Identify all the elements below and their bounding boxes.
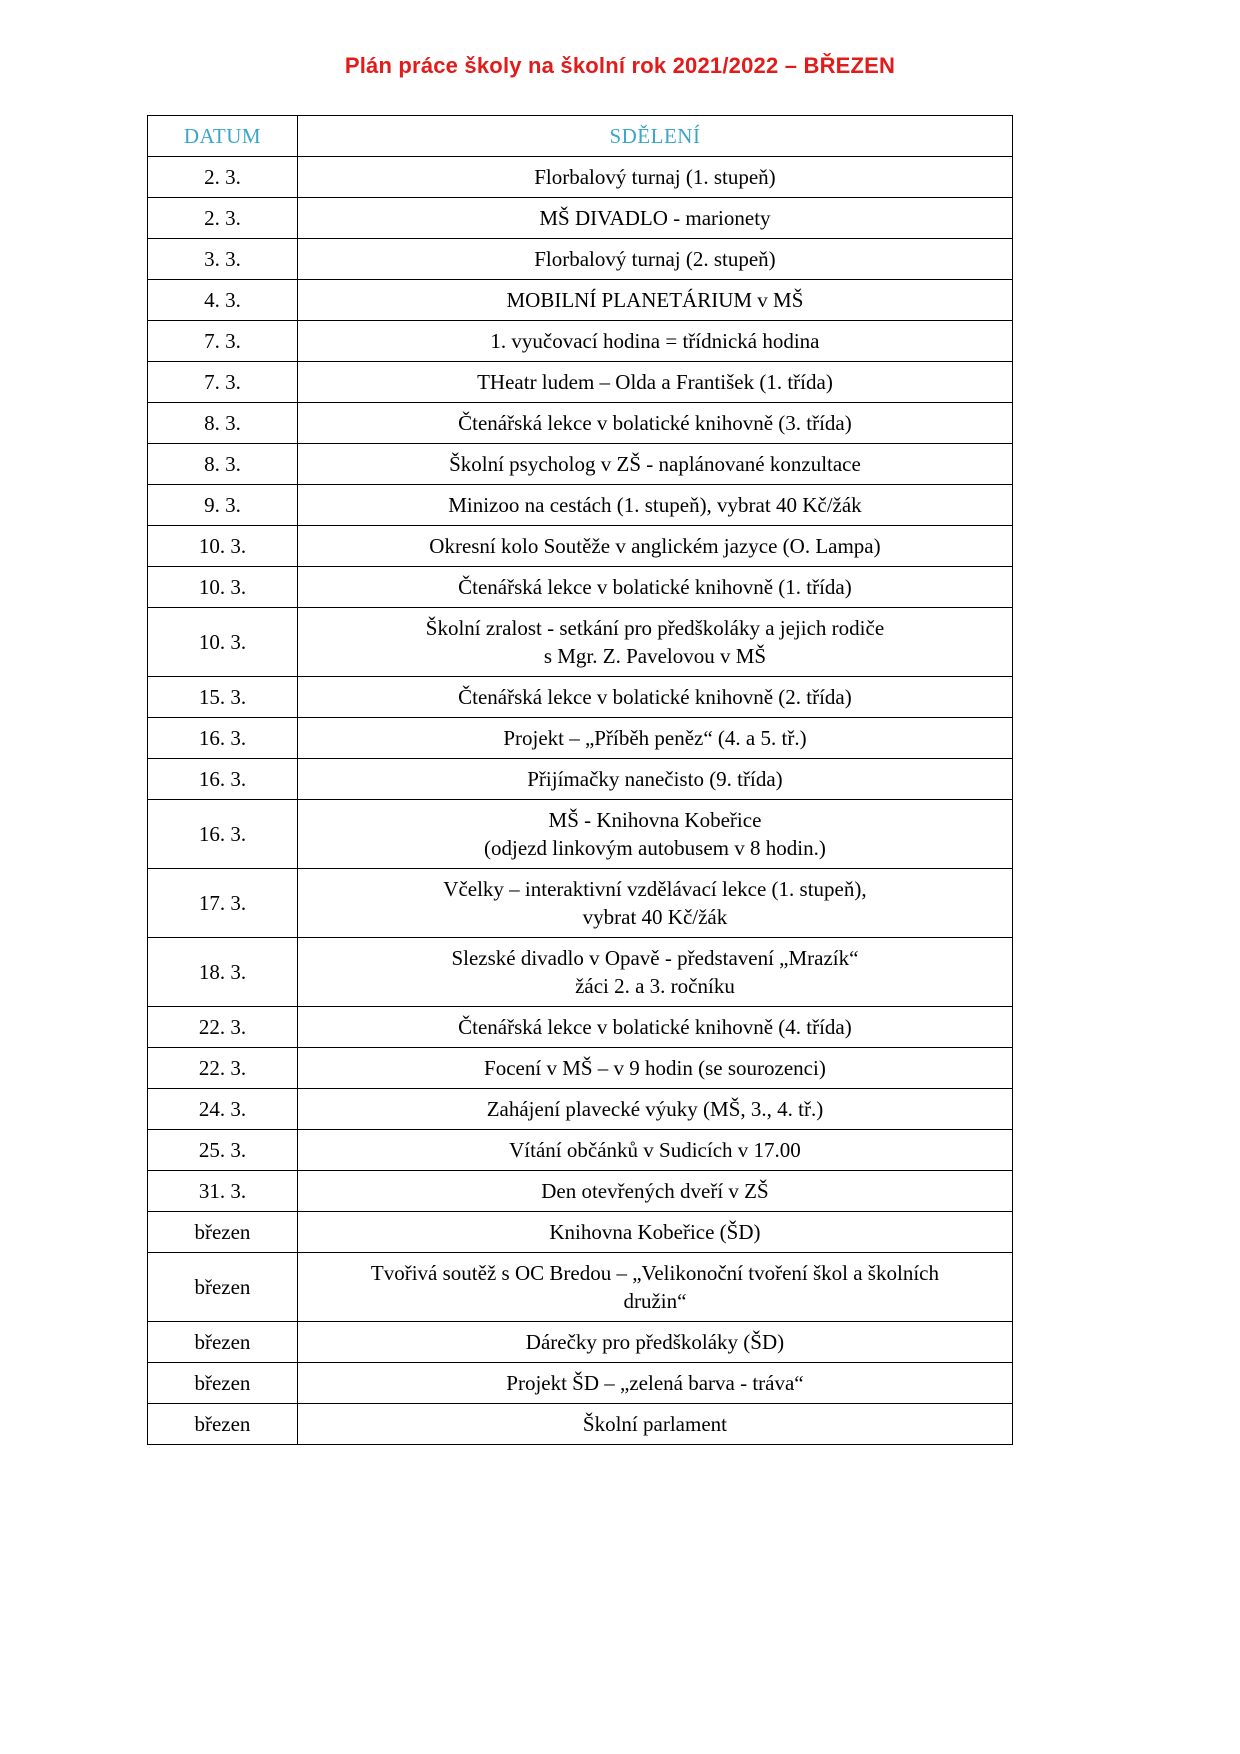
row-message (297, 321, 1012, 362)
schedule-body (148, 157, 1013, 1445)
row-message (297, 718, 1012, 759)
row-date: 3. 3. (148, 239, 298, 280)
row-message-line: družin“ (623, 1289, 687, 1313)
row-date: 22. 3. (148, 1048, 298, 1089)
row-message-line: Čtenářská lekce v bolatické knihovně (2. třída) (458, 685, 852, 709)
row-message (297, 800, 1012, 869)
table-row (148, 198, 1013, 239)
row-message-line: Čtenářská lekce v bolatické knihovně (3. třída) (458, 411, 852, 435)
table-row (148, 1171, 1013, 1212)
row-date: březen (148, 1253, 298, 1322)
row-message-line: Školní parlament (582, 1412, 727, 1436)
table-row (148, 800, 1013, 869)
row-date: 7. 3. (148, 321, 298, 362)
row-message-line: Okresní kolo Soutěže v anglickém jazyce (O. Lampa) (429, 534, 881, 558)
row-date: 24. 3. (148, 1089, 298, 1130)
column-header-date: DATUM (148, 116, 298, 157)
row-message (297, 403, 1012, 444)
row-date: 16. 3. (148, 718, 298, 759)
row-date: 17. 3. (148, 869, 298, 938)
row-date: 2. 3. (148, 157, 298, 198)
row-message-line: Knihovna Kobeřice (ŠD) (549, 1220, 761, 1244)
row-message-line: THeatr ludem – Olda a František (1. třída) (477, 370, 833, 394)
row-date: 9. 3. (148, 485, 298, 526)
row-date: 8. 3. (148, 403, 298, 444)
row-message-line: Florbalový turnaj (1. stupeň) (534, 165, 776, 189)
row-message-line: Slezské divadlo v Opavě - představení „Mrazík“ (451, 946, 859, 970)
row-date: 7. 3. (148, 362, 298, 403)
row-message-line: Projekt – „Příběh peněz“ (4. a 5. tř.) (503, 726, 807, 750)
row-message (297, 938, 1012, 1007)
table-row (148, 526, 1013, 567)
table-row (148, 677, 1013, 718)
table-row (148, 444, 1013, 485)
table-row (148, 157, 1013, 198)
table-header-row (148, 116, 1013, 157)
row-message-line: Projekt ŠD – „zelená barva - tráva“ (506, 1371, 804, 1395)
row-date: březen (148, 1404, 298, 1445)
row-message-line: Školní psycholog v ZŠ - naplánované konzultace (449, 452, 861, 476)
table-row (148, 239, 1013, 280)
table-row (148, 1130, 1013, 1171)
row-message (297, 677, 1012, 718)
row-message (297, 444, 1012, 485)
row-message-line: Školní zralost - setkání pro předškoláky a jejich rodiče (425, 616, 885, 640)
row-message-line: Tvořivá soutěž s OC Bredou – „Velikonoční tvoření škol a školních (370, 1261, 939, 1285)
row-message (297, 1363, 1012, 1404)
row-date: 25. 3. (148, 1130, 298, 1171)
table-row (148, 1048, 1013, 1089)
table-row (148, 321, 1013, 362)
row-message (297, 1253, 1012, 1322)
row-date: březen (148, 1212, 298, 1253)
table-row (148, 1089, 1013, 1130)
row-date: 10. 3. (148, 567, 298, 608)
row-message (297, 1404, 1012, 1445)
row-message (297, 1212, 1012, 1253)
row-message-line: žáci 2. a 3. ročníku (575, 974, 735, 998)
row-message-line: s Mgr. Z. Pavelovou v MŠ (543, 644, 767, 668)
row-date: 16. 3. (148, 759, 298, 800)
row-message (297, 1322, 1012, 1363)
table-row (148, 403, 1013, 444)
table-row (148, 1007, 1013, 1048)
row-message (297, 869, 1012, 938)
row-message (297, 608, 1012, 677)
row-message-line: vybrat 40 Kč/žák (582, 905, 728, 929)
row-message-line: Focení v MŠ – v 9 hodin (se sourozenci) (484, 1056, 826, 1080)
row-message-line: Čtenářská lekce v bolatické knihovně (1. třída) (458, 575, 852, 599)
row-message (297, 1171, 1012, 1212)
column-header-message: SDĚLENÍ (297, 116, 1012, 157)
row-message-line: Včelky – interaktivní vzdělávací lekce (1. stupeň), (443, 877, 867, 901)
row-date: 4. 3. (148, 280, 298, 321)
row-date: 18. 3. (148, 938, 298, 1007)
row-message (297, 485, 1012, 526)
row-message (297, 1130, 1012, 1171)
row-message-line: Přijímačky nanečisto (9. třída) (527, 767, 783, 791)
row-message (297, 526, 1012, 567)
row-message-line: Vítání občánků v Sudicích v 17.00 (509, 1138, 801, 1162)
table-row (148, 1253, 1013, 1322)
row-date: 2. 3. (148, 198, 298, 239)
row-date: 15. 3. (148, 677, 298, 718)
table-row (148, 1404, 1013, 1445)
table-row (148, 1322, 1013, 1363)
row-date: 16. 3. (148, 800, 298, 869)
table-row (148, 718, 1013, 759)
table-row (148, 1363, 1013, 1404)
row-message-line: MŠ - Knihovna Kobeřice (548, 808, 762, 832)
row-date: 10. 3. (148, 608, 298, 677)
table-row (148, 362, 1013, 403)
row-message (297, 1007, 1012, 1048)
row-message-line: Florbalový turnaj (2. stupeň) (534, 247, 776, 271)
row-message-line: MOBILNÍ PLANETÁRIUM v MŠ (506, 288, 804, 312)
row-message (297, 362, 1012, 403)
row-message (297, 280, 1012, 321)
row-message (297, 567, 1012, 608)
row-date: březen (148, 1363, 298, 1404)
row-message-line: MŠ DIVADLO - marionety (539, 206, 771, 230)
table-row (148, 1212, 1013, 1253)
schedule-table (147, 115, 1013, 1445)
page-title: Plán práce školy na školní rok 2021/2022 – BŘEZEN (344, 53, 896, 78)
row-message-line: Minizoo na cestách (1. stupeň), vybrat 40 Kč/žák (448, 493, 862, 517)
row-message (297, 198, 1012, 239)
row-date: 31. 3. (148, 1171, 298, 1212)
row-date: 10. 3. (148, 526, 298, 567)
row-message (297, 1048, 1012, 1089)
row-message-line: Zahájení plavecké výuky (MŠ, 3., 4. tř.) (486, 1097, 824, 1121)
row-message-line: Den otevřených dveří v ZŠ (541, 1179, 769, 1203)
row-message (297, 759, 1012, 800)
table-row (148, 485, 1013, 526)
row-date: březen (148, 1322, 298, 1363)
row-message (297, 1089, 1012, 1130)
row-message-line: Dárečky pro předškoláky (ŠD) (525, 1330, 785, 1354)
table-row (148, 608, 1013, 677)
table-row (148, 567, 1013, 608)
row-message (297, 157, 1012, 198)
row-date: 8. 3. (148, 444, 298, 485)
row-message-line: 1. vyučovací hodina = třídnická hodina (490, 329, 820, 353)
table-row (148, 280, 1013, 321)
table-row (148, 869, 1013, 938)
row-message-line: (odjezd linkovým autobusem v 8 hodin.) (484, 836, 826, 860)
row-message (297, 239, 1012, 280)
row-message-line: Čtenářská lekce v bolatické knihovně (4. třída) (458, 1015, 852, 1039)
table-row (148, 938, 1013, 1007)
row-date: 22. 3. (148, 1007, 298, 1048)
table-row (148, 759, 1013, 800)
